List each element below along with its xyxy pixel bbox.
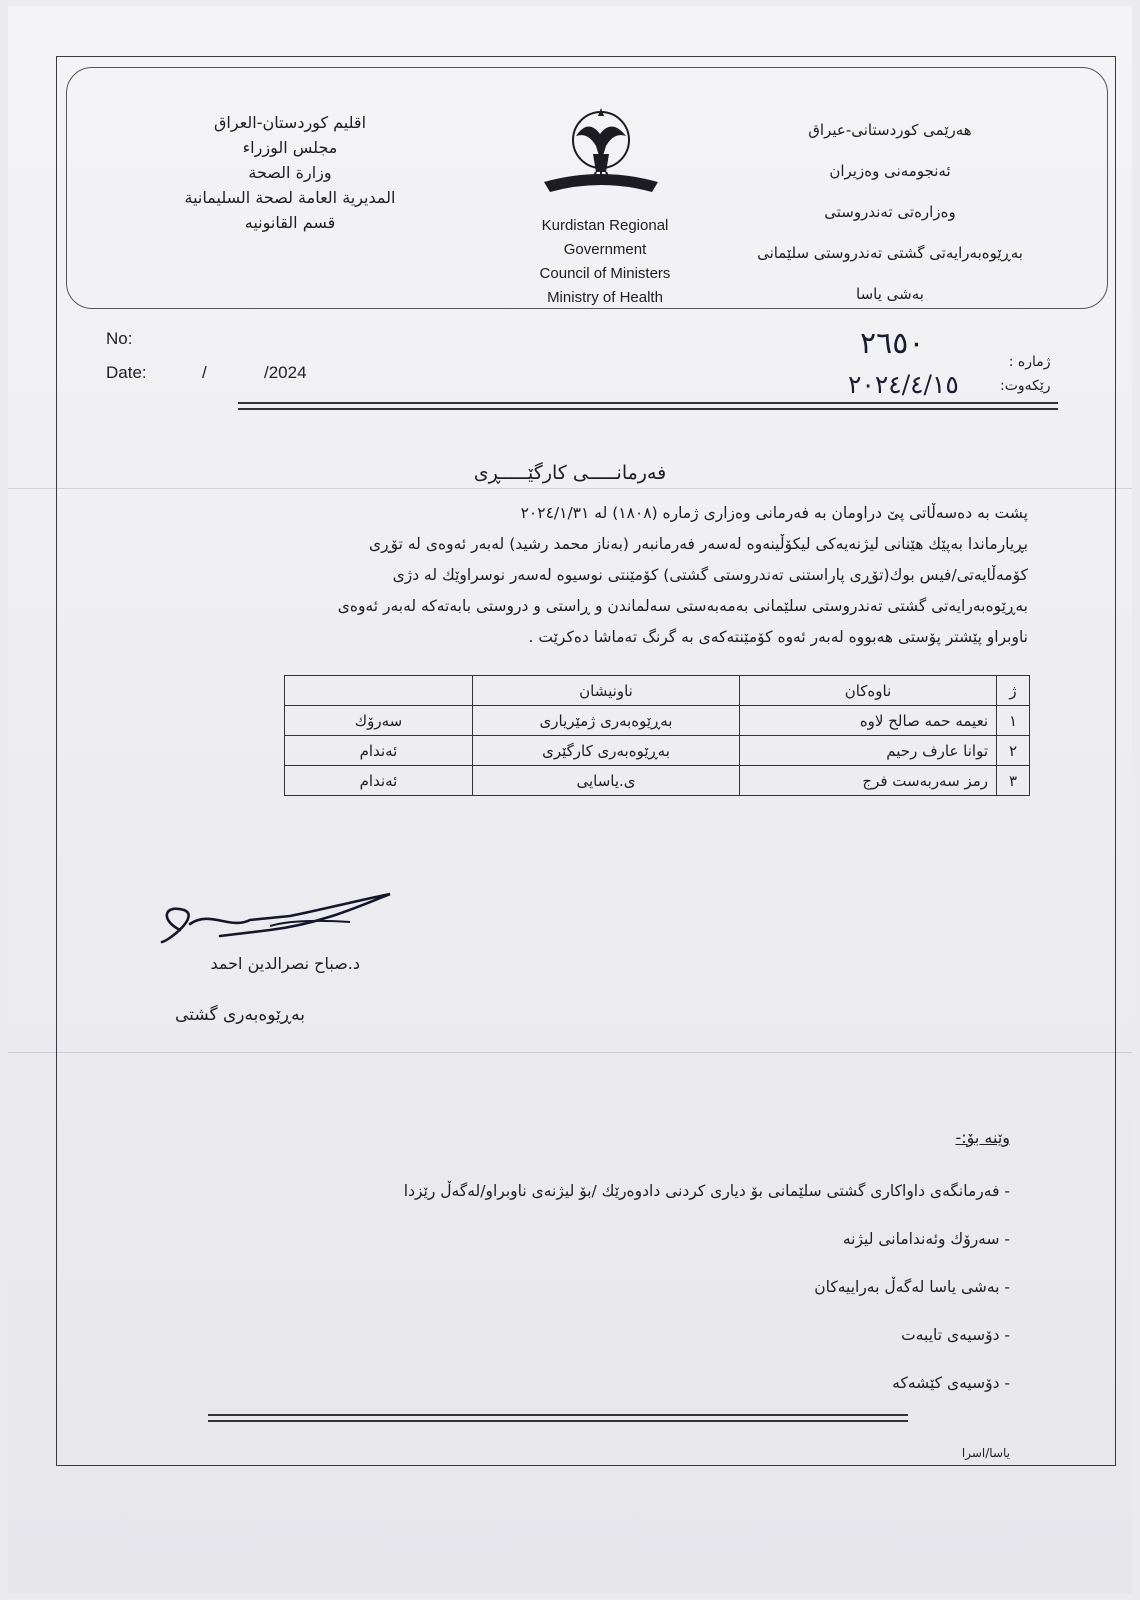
list-item: - فەرمانگەی داواکاری گشتی سلێمانی بۆ دیاری کردنی دادوەرێك /بۆ لیژنەی ناوبراو/لەگەڵ رێزدا: [403, 1182, 1010, 1200]
handwritten-ref-date: ٢٠٢٤/٤/١٥: [848, 370, 959, 399]
list-item: - دۆسیەی کێشەکە: [892, 1374, 1010, 1392]
body-line: پشت بە دەسەڵاتی پێ دراومان بە فەرمانی وەزاری ژمارە (١٨٠٨) لە ٢٠٢٤/١/٣١: [520, 504, 1028, 522]
committee-table: [284, 675, 1030, 796]
footer-rule: [208, 1414, 908, 1416]
col-header-role: [285, 676, 473, 706]
header-rule: [238, 402, 1058, 404]
member-name: رمز سەربەست فرج: [740, 766, 997, 796]
table-row: [285, 736, 1030, 766]
signature-scribble: [120, 890, 410, 960]
kurdish-line: بەشی یاسا: [856, 285, 924, 303]
table-row: [285, 766, 1030, 796]
member-role: ئەندام: [285, 736, 473, 766]
member-position: بەڕێوەبەری کارگێری: [473, 736, 740, 766]
body-line: ناوبراو پێشتر پۆستی هەبووە لەبەر ئەوە کۆمێنتەکەی بە گرنگ تەماشا دەکرێت .: [528, 628, 1028, 646]
table-row: [285, 706, 1030, 736]
header-rule: [238, 408, 1058, 410]
signer-title: بەڕێوەبەری گشتی: [175, 1005, 305, 1025]
letterhead-english: [490, 214, 720, 310]
number-date-block: [106, 322, 307, 390]
reference-labels: [1000, 350, 1051, 398]
letterhead-arabic: [130, 110, 450, 235]
arabic-line: قسم القانونيه: [244, 213, 336, 232]
signer-name: د.صباح نصرالدین احمد: [210, 954, 360, 973]
kurdistan-emblem-icon: [536, 100, 666, 204]
arabic-line: المديرية العامة لصحة السليمانية: [184, 188, 396, 207]
footer-rule: [208, 1420, 908, 1422]
footer-code: یاسا/اسرا: [961, 1446, 1010, 1460]
arabic-line: مجلس الوزراء: [242, 138, 338, 157]
kurdish-line: وەزارەتی تەندروستی: [824, 203, 956, 221]
member-name: توانا عارف رحیم: [740, 736, 997, 766]
list-item: - سەرۆك وئەندامانی لیژنە: [842, 1230, 1010, 1248]
col-header-names: ناوەکان: [740, 676, 997, 706]
body-line: بڕیارماندا بەپێك هێنانی لیژنەیەکی لیکۆڵینەوە لەسەر فەرمانبەر (بەناز محمد رشید) لەبەر ئەوەی لە تۆڕی: [369, 535, 1028, 553]
order-body: [118, 498, 1028, 653]
ref-number-label: ژمارە :: [1008, 354, 1051, 370]
kurdish-line: بەڕێوەبەرایەتی گشتی تەندروستی سلێمانی: [757, 244, 1023, 262]
member-role: ئەندام: [285, 766, 473, 796]
copies-heading: وێنە بۆ:-: [955, 1128, 1010, 1147]
handwritten-ref-number: ٢٦٥٠: [860, 326, 925, 361]
letterhead-kurdish: [720, 110, 1060, 315]
member-role: سەرۆك: [285, 706, 473, 736]
date-label: Date:: [106, 363, 147, 382]
order-title: فەرمانـــــی کارگێـــــڕی: [473, 462, 667, 484]
date-slash: /: [202, 363, 207, 382]
row-number: ١: [997, 706, 1030, 736]
list-item: - بەشی یاسا لەگەڵ بەراییەکان: [814, 1278, 1010, 1296]
row-number: ٢: [997, 736, 1030, 766]
english-line: Kurdistan Regional: [541, 217, 669, 234]
body-line: بەڕێوەبەرایەتی گشتی تەندروستی سلێمانی بەمەبەستی سەلماندن و ڕاستی و دروستی بابەتەکە لەبەر ئەوەی: [337, 597, 1028, 615]
arabic-line: وزارة الصحة: [248, 163, 332, 182]
member-name: نعیمە حمە صالح لاوە: [740, 706, 997, 736]
english-line: Ministry of Health: [547, 289, 663, 306]
english-line: Council of Ministers: [539, 265, 671, 282]
table-header-row: [285, 676, 1030, 706]
english-line: Government: [563, 241, 647, 258]
member-position: بەڕێوەبەری ژمێریاری: [473, 706, 740, 736]
body-line: کۆمەڵایەتی/فیس بوك(تۆڕی پاراستنی تەندروستی گشتی) کۆمێنتی نوسیوە لەسەر نوسراوێك لە دژی: [392, 566, 1028, 584]
list-item: - دۆسیەی تایبەت: [901, 1326, 1010, 1344]
date-year: /2024: [264, 363, 307, 382]
kurdish-line: ئەنجومەنی وەزیران: [829, 162, 951, 180]
copies-list: [160, 1176, 1010, 1416]
row-number: ٣: [997, 766, 1030, 796]
arabic-line: اقليم كوردستان-العراق: [213, 113, 367, 132]
no-label: No:: [106, 329, 133, 348]
kurdish-line: هەرێمی کوردستانی-عیراق: [808, 121, 972, 139]
member-position: ی.یاسایی: [473, 766, 740, 796]
ref-date-label: رێکەوت:: [1000, 378, 1051, 394]
col-header-title: ناونیشان: [473, 676, 740, 706]
col-header-number: ژ: [997, 676, 1030, 706]
